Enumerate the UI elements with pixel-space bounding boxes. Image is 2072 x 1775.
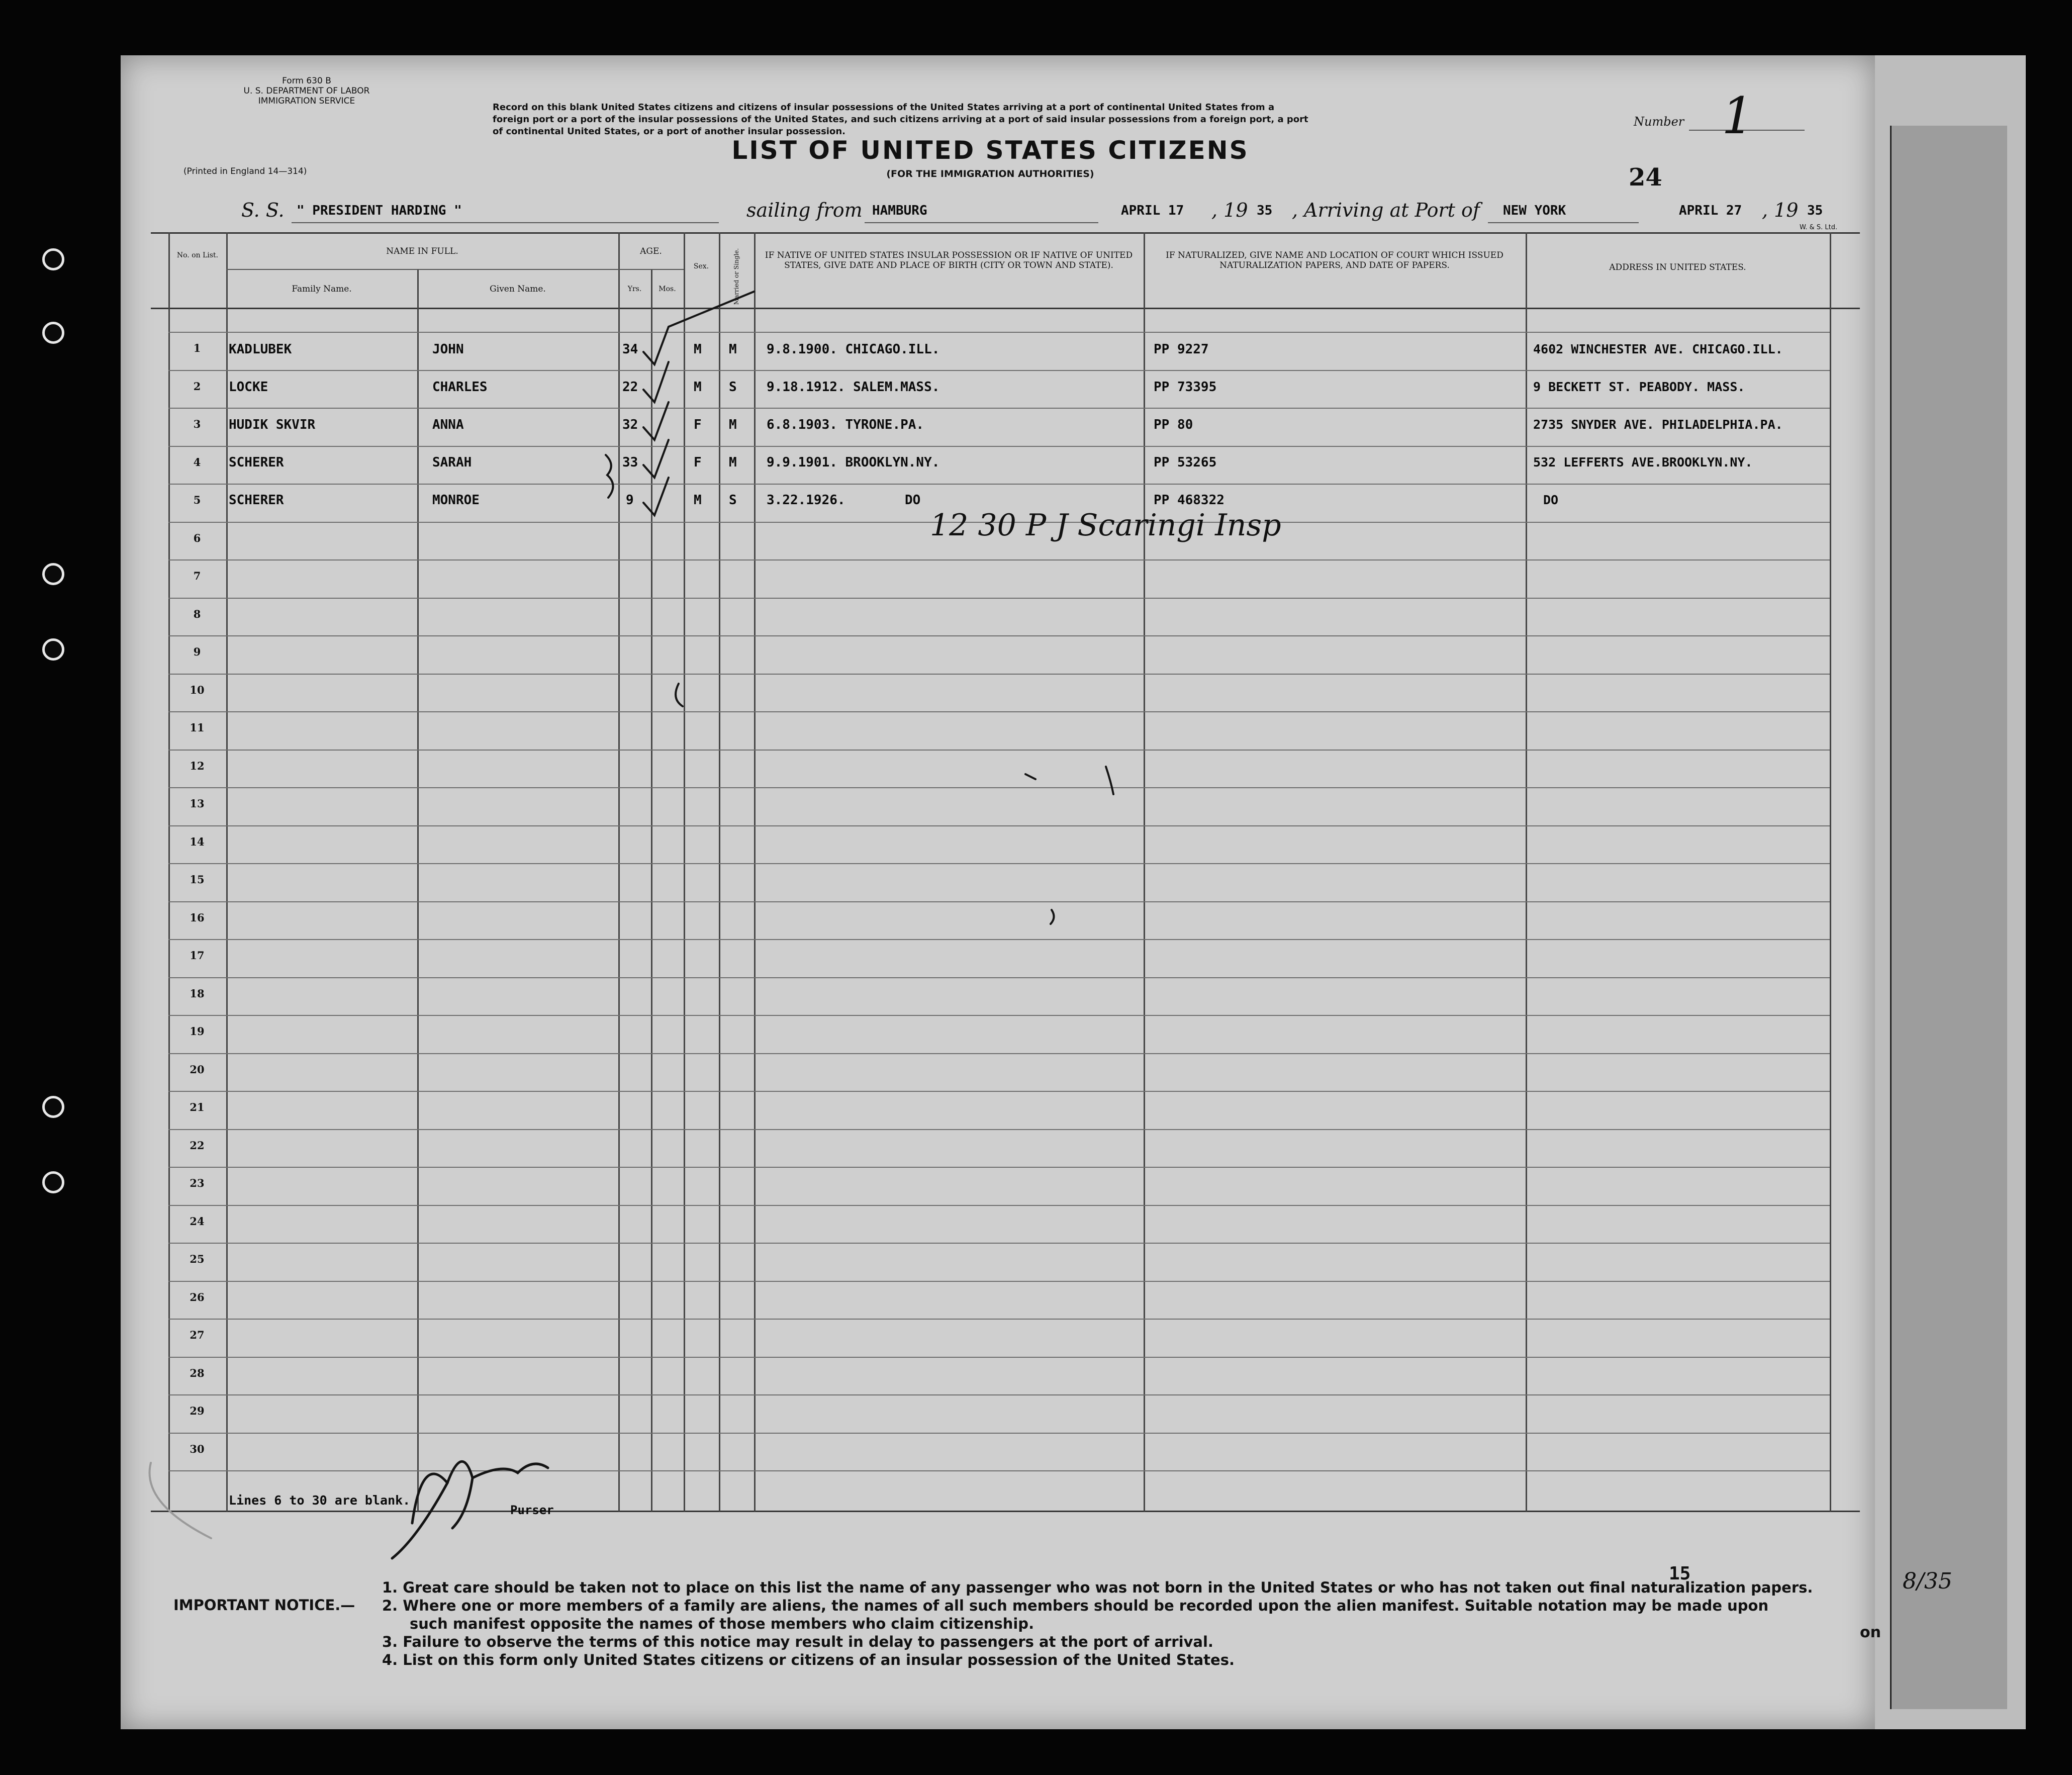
number-value: 1 bbox=[1722, 86, 1754, 145]
row-1-sex: M bbox=[694, 342, 702, 357]
col-given-name: Given Name. bbox=[490, 284, 546, 294]
row-number: 20 bbox=[190, 1063, 205, 1076]
ss-label: S. S. bbox=[241, 199, 285, 221]
inspector-annotation: 12 30 P J Scaringi Insp bbox=[930, 508, 1281, 543]
row-4-age: 33 bbox=[622, 455, 638, 470]
arrival-year-prefix: , 19 bbox=[1762, 199, 1799, 221]
row-1-marital: M bbox=[729, 342, 737, 357]
row-1-age: 34 bbox=[622, 342, 638, 357]
row-4-sex: F bbox=[694, 455, 702, 470]
row-4-marital: M bbox=[729, 455, 737, 470]
stray-mark-3 bbox=[1025, 774, 1035, 779]
row-2-address: 9 BECKETT ST. PEABODY. MASS. bbox=[1533, 380, 1745, 394]
check-mark-5 bbox=[643, 478, 669, 515]
check-mark-4 bbox=[643, 440, 669, 478]
row-2-papers: PP 73395 bbox=[1154, 380, 1217, 395]
page-number: 15 bbox=[1669, 1563, 1691, 1584]
row-number: 28 bbox=[190, 1367, 205, 1379]
col-naturalized: IF NATURALIZED, GIVE NAME AND LOCATION OF COURT WHICH ISSUED NATURALIZATION PAPERS, AND DATE OF PAPERS. bbox=[1166, 250, 1503, 270]
check-mark-1 bbox=[643, 327, 669, 364]
row-5-address: DO bbox=[1543, 493, 1559, 507]
binder-hole-5 bbox=[42, 1096, 64, 1118]
row-5-family-name: SCHERER bbox=[229, 493, 284, 508]
number-label: Number bbox=[1634, 115, 1684, 129]
row-number: 18 bbox=[190, 987, 205, 1000]
printer-mark: W. & S. Ltd. bbox=[1800, 224, 1838, 231]
row-2-birth: 9.18.1912. SALEM.MASS. bbox=[767, 380, 940, 395]
row-number: 2 bbox=[193, 380, 201, 393]
row-number: 15 bbox=[190, 873, 205, 886]
row-5-given-name: MONROE bbox=[432, 493, 480, 508]
handwriting-overlay bbox=[121, 55, 1875, 1729]
binder-hole-3 bbox=[42, 563, 64, 585]
purser-label: Purser bbox=[510, 1503, 554, 1517]
check-stroke-extension bbox=[669, 292, 754, 327]
row-number: 14 bbox=[190, 835, 205, 848]
check-mark-3 bbox=[643, 402, 669, 440]
manifest-page bbox=[121, 55, 1875, 1729]
row-number: 9 bbox=[193, 645, 201, 658]
notice-item-1: 1. Great care should be taken not to place on this list the name of any passenger who was not born in the United States or who has not taken out final naturalization papers. bbox=[382, 1579, 1813, 1596]
binder-hole-2 bbox=[42, 322, 64, 344]
row-number: 17 bbox=[190, 949, 205, 962]
instructions-line-1: Record on this blank United States citizens and citizens of insular possessions of the United States arriving at a port of continental United States from a bbox=[493, 102, 1275, 113]
row-5-birth-ditto: DO bbox=[905, 493, 921, 508]
depart-date: APRIL 17 bbox=[1121, 203, 1184, 218]
side-note: 8/35 bbox=[1903, 1568, 1952, 1594]
col-address: ADDRESS IN UNITED STATES. bbox=[1609, 262, 1746, 272]
notice-item-3: 3. Failure to observe the terms of this notice may result in delay to passengers at the port of arrival. bbox=[382, 1633, 1213, 1650]
col-age: AGE. bbox=[640, 246, 662, 256]
row-5-sex: M bbox=[694, 493, 702, 508]
stray-mark-1 bbox=[676, 684, 683, 706]
form-number: Form 630 B bbox=[282, 76, 331, 86]
row-5-birth: 3.22.1926. bbox=[767, 493, 845, 508]
row-2-age: 22 bbox=[622, 380, 638, 395]
row-number: 21 bbox=[190, 1101, 205, 1113]
ship-name: " PRESIDENT HARDING " bbox=[297, 203, 462, 218]
row-4-family-name: SCHERER bbox=[229, 455, 284, 470]
row-1-birth: 9.8.1900. CHICAGO.ILL. bbox=[767, 342, 940, 357]
row-3-papers: PP 80 bbox=[1154, 417, 1193, 432]
binder-hole-1 bbox=[42, 248, 64, 270]
row-number: 27 bbox=[190, 1329, 205, 1341]
service: IMMIGRATION SERVICE bbox=[258, 96, 355, 106]
page-reference: 24 bbox=[1629, 163, 1662, 192]
arrival-date: APRIL 27 bbox=[1679, 203, 1742, 218]
stray-mark-2 bbox=[1106, 767, 1113, 794]
row-number: 6 bbox=[193, 532, 201, 544]
row-1-family-name: KADLUBEK bbox=[229, 342, 292, 357]
row-3-marital: M bbox=[729, 417, 737, 432]
row-number: 24 bbox=[190, 1215, 205, 1228]
page-subtitle: (FOR THE IMMIGRATION AUTHORITIES) bbox=[886, 168, 1094, 179]
from-port: HAMBURG bbox=[872, 203, 927, 218]
row-number: 5 bbox=[193, 494, 201, 506]
arriving-label: , Arriving at Port of bbox=[1292, 199, 1480, 221]
row-4-given-name: SARAH bbox=[432, 455, 472, 470]
instructions-line-2: foreign port or a port of the insular possessions of the United States, and such citizens arriving at a port of said insular possessions from a foreign port, a port bbox=[493, 114, 1308, 125]
row-4-address: 532 LEFFERTS AVE.BROOKLYN.NY. bbox=[1533, 455, 1753, 470]
check-mark-2 bbox=[643, 362, 669, 402]
row-2-given-name: CHARLES bbox=[432, 380, 488, 395]
col-married-single: Married or Single. bbox=[733, 248, 740, 305]
row-number: 7 bbox=[193, 570, 201, 582]
row-3-given-name: ANNA bbox=[432, 417, 464, 432]
row-number: 16 bbox=[190, 911, 205, 924]
sailing-label: sailing from bbox=[746, 199, 863, 221]
binder-hole-6 bbox=[42, 1171, 64, 1193]
row-number: 19 bbox=[190, 1025, 205, 1038]
row-number: 13 bbox=[190, 797, 205, 810]
row-3-age: 32 bbox=[622, 417, 638, 432]
row-4-papers: PP 53265 bbox=[1154, 455, 1217, 470]
row-number: 1 bbox=[193, 342, 201, 354]
row-number: 3 bbox=[193, 418, 201, 430]
row-4-birth: 9.9.1901. BROOKLYN.NY. bbox=[767, 455, 940, 470]
department: U. S. DEPARTMENT OF LABOR bbox=[243, 86, 370, 96]
stamp-arc bbox=[150, 1463, 212, 1538]
notice-item-2-cont: such manifest opposite the names of those members who claim citizenship. bbox=[410, 1615, 1034, 1632]
instructions-line-3: of continental United States, or a port of another insular possession. bbox=[493, 126, 845, 137]
row-2-sex: M bbox=[694, 380, 702, 395]
row-number: 30 bbox=[190, 1443, 205, 1455]
row-number: 8 bbox=[193, 608, 201, 620]
notice-heading: IMPORTANT NOTICE.— bbox=[173, 1597, 355, 1614]
notice-item-4: 4. List on this form only United States citizens or citizens of an insular possession of the United States. bbox=[382, 1651, 1235, 1668]
row-number: 25 bbox=[190, 1253, 205, 1265]
row-number: 11 bbox=[190, 721, 205, 734]
row-1-address: 4602 WINCHESTER AVE. CHICAGO.ILL. bbox=[1533, 342, 1783, 356]
row-2-family-name: LOCKE bbox=[229, 380, 268, 395]
col-no-on-list: No. on List. bbox=[176, 251, 219, 259]
stray-mark-4 bbox=[1051, 910, 1054, 924]
col-birth: IF NATIVE OF UNITED STATES INSULAR POSSESSION OR IF NATIVE OF UNITED STATES, GIVE DATE AND PLACE OF BIRTH (CITY OR TOWN AND STATE). bbox=[765, 250, 1133, 270]
row-3-address: 2735 SNYDER AVE. PHILADELPHIA.PA. bbox=[1533, 417, 1783, 432]
family-bracket bbox=[606, 455, 613, 498]
row-number: 26 bbox=[190, 1291, 205, 1303]
row-5-age: 9 bbox=[626, 493, 634, 508]
row-3-birth: 6.8.1903. TYRONE.PA. bbox=[767, 417, 924, 432]
row-number: 12 bbox=[190, 760, 205, 772]
depart-year-prefix: , 19 bbox=[1211, 199, 1248, 221]
blank-lines-note: Lines 6 to 30 are blank. bbox=[229, 1493, 411, 1508]
row-2-marital: S bbox=[729, 380, 737, 395]
binder-hole-4 bbox=[42, 638, 64, 661]
col-yrs: Yrs. bbox=[627, 285, 642, 293]
side-fragment: on bbox=[1860, 1624, 1881, 1641]
depart-year: 35 bbox=[1257, 203, 1273, 218]
page-title: LIST OF UNITED STATES CITIZENS bbox=[731, 136, 1249, 165]
row-3-family-name: HUDIK SKVIR bbox=[229, 417, 316, 432]
col-name-in-full: NAME IN FULL. bbox=[386, 246, 458, 256]
notice-item-2: 2. Where one or more members of a family are aliens, the names of all such members should be recorded upon the alien manifest. Suitable notation may be made upon bbox=[382, 1597, 1769, 1614]
row-1-papers: PP 9227 bbox=[1154, 342, 1209, 357]
col-family-name: Family Name. bbox=[292, 284, 352, 294]
row-number: 29 bbox=[190, 1405, 205, 1417]
arrival-port: NEW YORK bbox=[1503, 203, 1566, 218]
row-5-marital: S bbox=[729, 493, 737, 508]
printed-note: (Printed in England 14—314) bbox=[183, 166, 307, 176]
col-mos: Mos. bbox=[658, 285, 676, 293]
row-1-given-name: JOHN bbox=[432, 342, 464, 357]
row-5-papers: PP 468322 bbox=[1154, 493, 1225, 508]
underlying-sheet-edge bbox=[1890, 126, 2007, 1709]
row-number: 22 bbox=[190, 1139, 205, 1152]
row-3-sex: F bbox=[694, 417, 702, 432]
row-number: 23 bbox=[190, 1177, 205, 1189]
row-number: 4 bbox=[193, 456, 201, 469]
row-number: 10 bbox=[190, 684, 205, 696]
arrival-year: 35 bbox=[1807, 203, 1823, 218]
col-sex: Sex. bbox=[693, 262, 709, 270]
